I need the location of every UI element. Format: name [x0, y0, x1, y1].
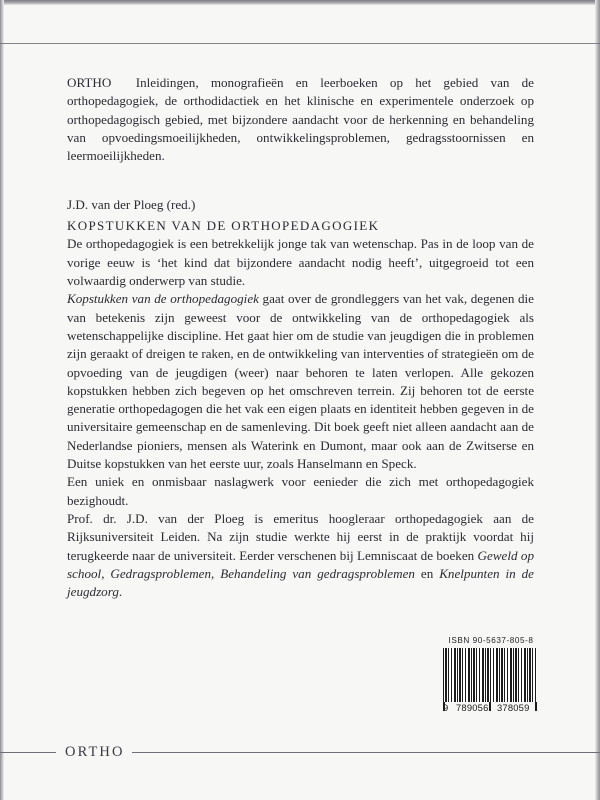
ean-barcode-graphic: [443, 648, 537, 702]
isbn-label: ISBN 90-5637-805-8: [448, 636, 534, 645]
series-description-paragraph: [67, 74, 534, 165]
author-title-block: [67, 195, 534, 235]
ean-lead-digit: 9: [443, 702, 449, 713]
imprint-name: ORTHO: [67, 75, 112, 90]
blurb-part-one: De orthopedagogiek is een betrekkelijk jonge tak van wetenschap. Pas in de loop van de vorige eeuw is ‘het kind dat bijzondere aandacht nodig heeft’, uitgegroeid tot een volwaardig onderwerp van studie.: [67, 236, 534, 289]
author-name: J.D. van der Ploeg (red.): [67, 197, 196, 213]
footer-imprint-logo: ORTHO: [65, 744, 125, 760]
page-edge-top: [0, 0, 600, 5]
bio-work-title-1: Geweld op school: [67, 547, 534, 581]
barcode-block: [440, 636, 540, 714]
header-divider-rule: [0, 43, 600, 44]
cover-text-content: [67, 74, 534, 601]
bio-work-title-3: Behandeling van gedragsproblemen: [220, 565, 415, 581]
author-bio-paragraph: [67, 510, 534, 601]
blurb-part-two: gaat over de grondleggers van het vak, degenen die van betekenis zijn geweest voor de ontwikkeling van de orthopedagogiek als wetenschappelijke discipline. Het gaat hier om de studie van jeugdigen die in problemen zijn geraakt of dreigen te raken, en de ontwikkeling van interventies of strategieën om de opvoeding van de jeugdigen (weer) naar behoren te laten verlopen. Alle gekozen kopstukken hebben zich begeven op het omschreven terrein. Zij behoren tot de eerste generatie orthopedagogen die het vak een eigen plaats en identiteit hebben gegeven in de universitaire gemeenschap en de samenleving. Dit boek geeft niet alleen aandacht aan de Nederlandse pioniers, mensen als Waterink en Dumont, maar ook aan de Zwitserse en Duitse kopstukken van het eerste uur, zoals Hanselmann en Speck.: [67, 291, 534, 472]
blurb-book-title-italic: Kopstukken van de orthopedagogiek: [67, 291, 259, 307]
footer-rule-left: [0, 752, 56, 753]
book-title: KOPSTUKKEN VAN DE ORTHOPEDAGOGIEK: [67, 218, 380, 234]
ean-right-group: 378059: [497, 702, 530, 713]
bio-separator-2: ,: [211, 565, 221, 581]
page-edge-left: [0, 0, 4, 800]
blurb-paragraph: [67, 235, 534, 509]
footer-rule-right: [132, 752, 600, 753]
footer-imprint-bar: [0, 744, 600, 761]
bio-work-title-4: Knelpunten in de jeugdzorg: [67, 565, 534, 600]
blurb-part-three: Een uniek en onmisbaar naslagwerk voor eenieder die zich met orthopedagogiek bezighoudt.: [67, 474, 534, 508]
bio-work-title-2: Gedragsproblemen: [110, 565, 212, 581]
bio-end-punctuation: .: [118, 584, 123, 600]
bio-text-intro: Prof. dr. J.D. van der Ploeg is emeritus hoogleraar orthopedagogiek aan de Rijksuniversiteit Leiden. Na zijn studie werkte hij eerst in de praktijk voordat hij terugkeerde naar de universiteit. Eerder verschenen bij Lemniscaat de boeken: [67, 510, 534, 563]
series-description-text: Inleidingen, monografieën en leerboeken op het gebied van de orthopedagogiek, de orthodidactiek en het klinische en experimentele onderzoek op orthopedagogisch gebied, met bijzondere aandacht voor de herkenning en behandeling van opvoedingsmoeilijkheden, ontwikkelingsproblemen, gedragsstoornissen en leermoeilijkheden.: [67, 75, 534, 164]
ean-number-row: [443, 702, 537, 714]
page-edge-right: [595, 0, 600, 800]
bio-separator-3: en: [414, 565, 440, 581]
ean-left-group: 789056: [456, 702, 489, 713]
bio-separator-1: ,: [101, 565, 111, 581]
